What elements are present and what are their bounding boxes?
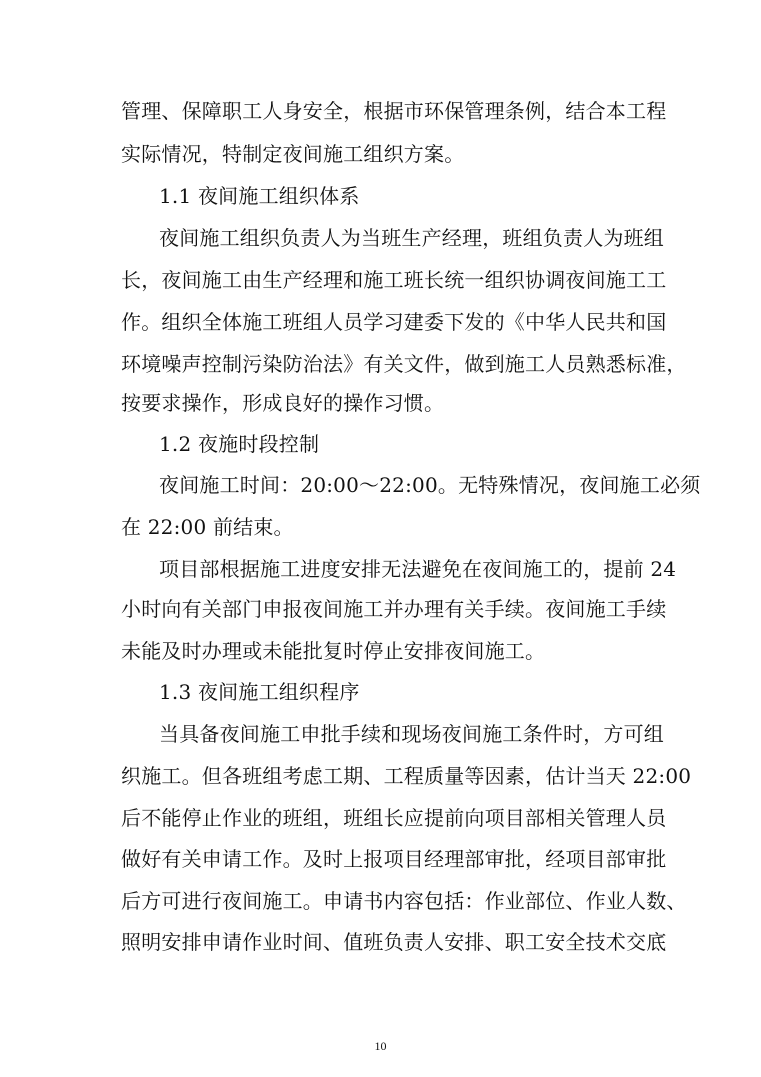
text-line: 长，夜间施工由生产经理和施工班长统一组织协调夜间施工工 [121,268,667,292]
text-line: 作。组织全体施工班组人员学习建委下发的《中华人民共和国 [121,310,667,334]
text-line: 织施工。但各班组考虑工期、工程质量等因素，估计当天 22:00 [121,764,692,788]
text-line: 后不能停止作业的班组，班组长应提前向项目部相关管理人员 [121,806,667,830]
text-line: 在 22:00 前结束。 [121,515,294,539]
section-heading: 1.2 夜施时段控制 [159,432,320,456]
text-line: 未能及时办理或未能批复时停止安排夜间施工。 [121,639,546,663]
text-line: 实际情况，特制定夜间施工组织方案。 [121,142,465,166]
page-number: 10 [374,1039,387,1053]
text-line: 环境噪声控制污染防治法》有关文件，做到施工人员熟悉标准， [121,352,687,376]
text-line: 后方可进行夜间施工。申请书内容包括：作业部位、作业人数、 [121,889,687,913]
text-line: 夜间施工时间：20:00～22:00。无特殊情况，夜间施工必须 [159,473,701,497]
section-heading: 1.1 夜间施工组织体系 [159,184,360,208]
section-heading: 1.3 夜间施工组织程序 [159,680,360,704]
text-line: 项目部根据施工进度安排无法避免在夜间施工的，提前 24 [159,557,677,581]
text-line: 夜间施工组织负责人为当班生产经理，班组负责人为班组 [159,226,664,250]
text-line: 照明安排申请作业时间、值班负责人安排、职工安全技术交底 [121,930,667,954]
text-line: 管理、保障职工人身安全，根据市环保管理条例，结合本工程 [121,99,667,123]
text-line: 当具备夜间施工申批手续和现场夜间施工条件时，方可组 [159,722,664,746]
text-line: 小时向有关部门申报夜间施工并办理有关手续。夜间施工手续 [121,597,667,621]
text-line: 按要求操作，形成良好的操作习惯。 [121,391,445,415]
text-line: 做好有关申请工作。及时上报项目经理部审批，经项目部审批 [121,847,667,871]
